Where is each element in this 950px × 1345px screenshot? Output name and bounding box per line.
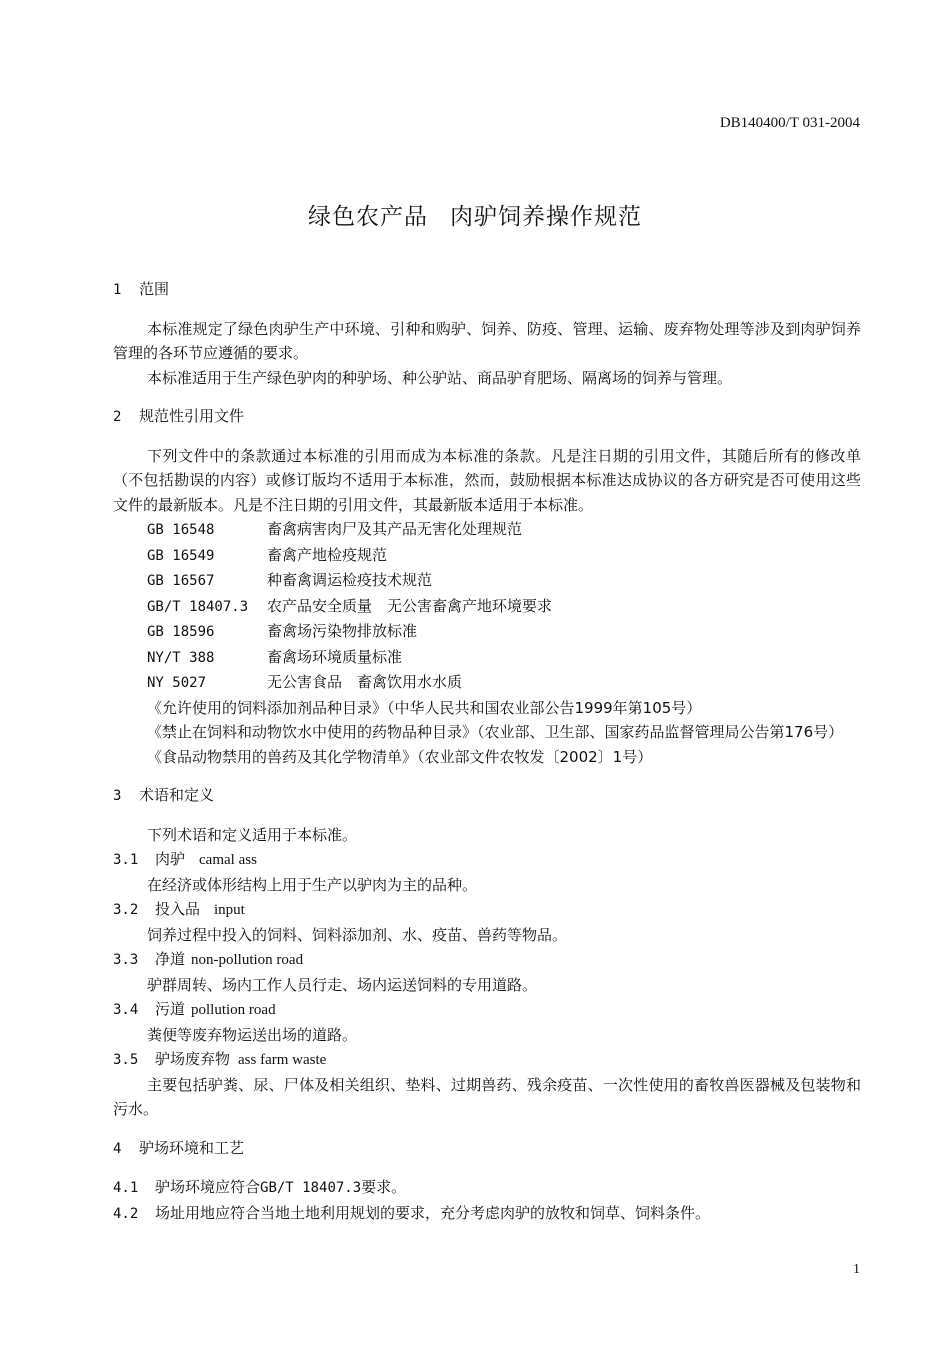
term-definition: 饲养过程中投入的饲料、饲料添加剂、水、疫苗、兽药等物品。 (147, 925, 568, 944)
paragraph: 下列术语和定义适用于本标准。 (147, 825, 358, 844)
section-3-heading (113, 783, 861, 809)
page-number: 1 (853, 1262, 860, 1277)
section-number: 1 (113, 282, 122, 298)
reference-item (113, 517, 861, 543)
term-definition: 粪便等废弃物运送出场的道路。 (147, 1025, 358, 1044)
reference-title: 畜禽场污染物排放标准 (267, 622, 418, 640)
clause-text: 要求。 (361, 1178, 407, 1196)
reference-title: 无公害食品 畜禽饮用水水质 (267, 673, 463, 691)
term-chinese: 污道 (155, 1000, 186, 1018)
reference-item (113, 568, 861, 594)
clause-4-1 (113, 1175, 861, 1201)
term-heading (113, 1047, 861, 1073)
section-title: 驴场环境和工艺 (139, 1138, 245, 1157)
term-heading (113, 997, 861, 1023)
clause-text: 场址用地应符合当地土地利用规划的要求，充分考虑肉驴的放牧和饲草、饲料条件。 (155, 1203, 711, 1222)
section-number: 2 (113, 409, 122, 425)
clause-4-2 (113, 1201, 861, 1227)
reference-item (113, 543, 861, 569)
section-title: 术语和定义 (139, 786, 215, 804)
reference-code: GB 16548 (147, 522, 215, 538)
section-4-heading (113, 1136, 861, 1162)
reference-code: NY 5027 (147, 675, 207, 691)
term-english: pollution road (191, 1002, 276, 1018)
term-heading (113, 897, 861, 923)
section-1-heading (113, 277, 861, 303)
term-english: input (214, 902, 245, 918)
section-number: 3 (113, 788, 122, 804)
term-chinese: 驴场废弃物 (155, 1050, 231, 1068)
reference-title: 畜禽病害肉尸及其产品无害化处理规范 (267, 520, 523, 538)
reference-code: GB 16567 (147, 573, 215, 589)
clause-text: 驴场环境应符合 (155, 1178, 261, 1196)
term-number: 3.2 (113, 902, 139, 918)
term-english: non-pollution road (191, 952, 304, 968)
reference-item (113, 645, 861, 671)
section-2-heading (113, 404, 861, 430)
reference-title: 畜禽场环境质量标准 (267, 647, 403, 666)
term-heading (113, 847, 861, 873)
reference-item (113, 594, 861, 620)
reference-title: 畜禽产地检疫规范 (267, 545, 388, 564)
document-body (113, 277, 861, 1226)
term-number: 3.3 (113, 952, 139, 968)
title-part-2: 肉驴饲养操作规范 (450, 204, 642, 230)
term-definition: 在经济或体形结构上用于生产以驴肉为主的品种。 (147, 875, 478, 894)
reference-item (113, 619, 861, 645)
term-definition: 主要包括驴粪、尿、尸体及相关组织、垫料、过期兽药、残余疫苗、一次性使用的畜牧兽医器械及包装物和污水。 (113, 1075, 861, 1118)
reference-code: NY/T 388 (147, 649, 215, 666)
reference-code: GB 16549 (147, 547, 215, 564)
clause-number: 4.1 (113, 1180, 139, 1196)
clause-number: 4.2 (113, 1205, 139, 1222)
paragraph: 本标准规定了绿色肉驴生产中环境、引种和购驴、饲养、防疫、管理、运输、废弃物处理等涉及到肉驴饲养管理的各环节应遵循的要求。 (113, 319, 861, 362)
section-title: 范围 (139, 280, 170, 298)
reference-code: GB 18596 (147, 624, 215, 640)
section-title: 规范性引用文件 (139, 407, 245, 425)
document-code: DB140400/T 031-2004 (719, 115, 860, 131)
title-part-1: 绿色农产品 (308, 204, 428, 230)
term-number: 3.5 (113, 1052, 139, 1068)
term-english: camal ass (199, 852, 257, 868)
reference-title: 农产品安全质量 无公害畜禽产地环境要求 (267, 596, 553, 615)
term-number: 3.4 (113, 1002, 139, 1018)
term-chinese: 投入品 (155, 900, 201, 918)
reference-document: 《食品动物禁用的兽药及其化学物清单》（农业部文件农牧发〔2002〕1号） (147, 747, 653, 766)
page-title (0, 198, 950, 231)
term-definition: 驴群周转、场内工作人员行走、场内运送饲料的专用道路。 (147, 975, 538, 994)
reference-document: 《允许使用的饲料添加剂品种目录》（中华人民共和国农业部公告1999年第105号） (147, 698, 702, 717)
clause-code: GB/T 18407.3 (260, 1180, 362, 1196)
paragraph: 本标准适用于生产绿色驴肉的种驴场、种公驴站、商品驴育肥场、隔离场的饲养与管理。 (147, 368, 733, 387)
paragraph: 下列文件中的条款通过本标准的引用而成为本标准的条款。凡是注日期的引用文件，其随后所有的修改单（不包括勘误的内容）或修订版均不适用于本标准，然而，鼓励根据本标准达成协议的各方研究是否可使用这些文件的最新版本。凡是不注日期的引用文件，其最新版本适用于本标准。 (113, 446, 861, 514)
term-chinese: 肉驴 (155, 850, 186, 868)
term-number: 3.1 (113, 852, 139, 868)
term-chinese: 净道 (155, 950, 186, 968)
term-heading (113, 947, 861, 973)
reference-code: GB/T 18407.3 (147, 598, 249, 615)
reference-item (113, 670, 861, 696)
reference-document: 《禁止在饲料和动物饮水中使用的药物品种目录》（农业部、卫生部、国家药品监督管理局公告第176号） (147, 723, 844, 741)
term-english: ass farm waste (238, 1052, 327, 1068)
reference-title: 种畜禽调运检疫技术规范 (267, 571, 433, 589)
section-number: 4 (113, 1140, 122, 1157)
